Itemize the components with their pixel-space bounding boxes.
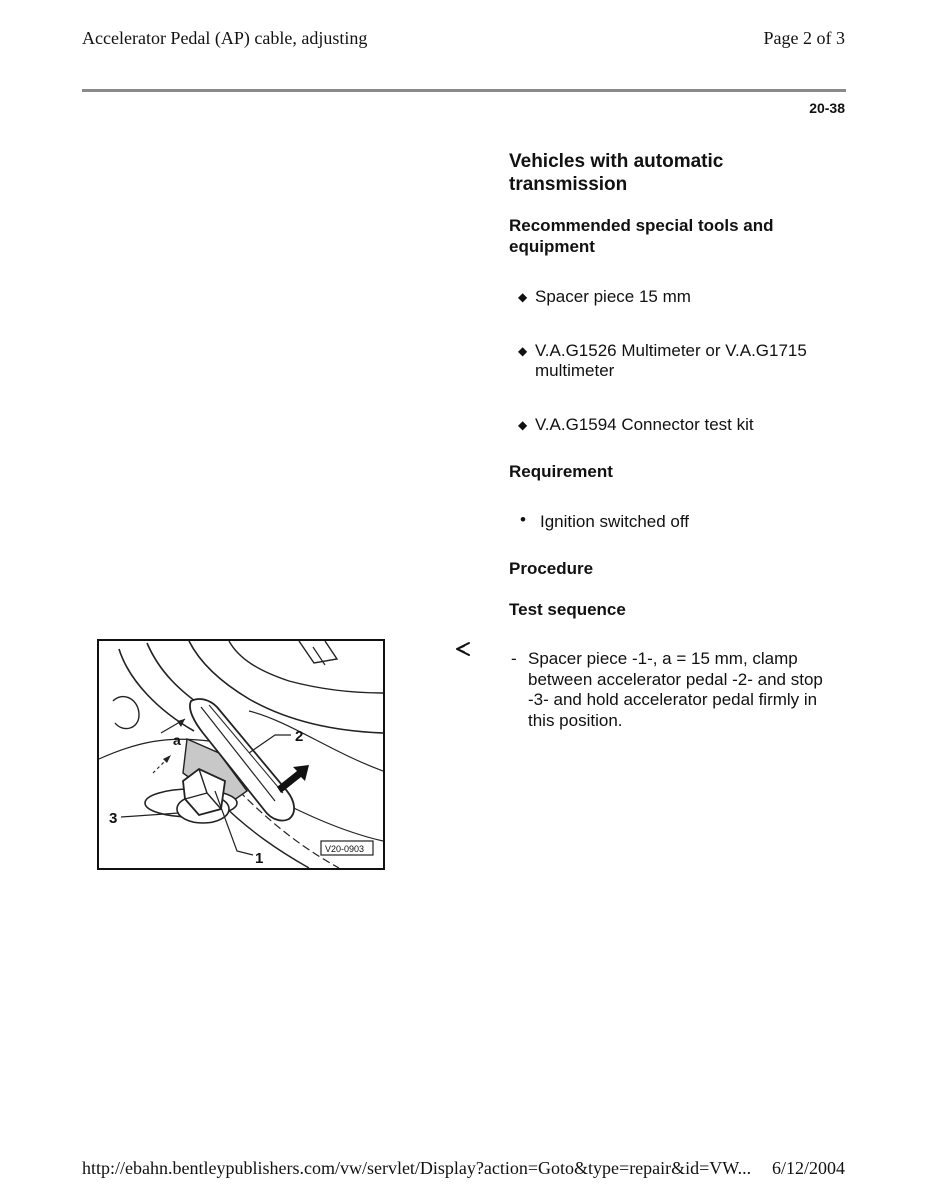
section-heading: Vehicles with automatic transmission (509, 151, 724, 195)
figure-pointer-icon (454, 640, 472, 658)
diamond-bullet-icon: ◆ (518, 344, 528, 358)
footer-date: 6/12/2004 (771, 1158, 845, 1178)
pedal-diagram (97, 639, 385, 870)
test-sequence-heading: Test sequence (509, 600, 626, 619)
dot-bullet-icon: • (520, 510, 526, 529)
list-item (518, 415, 838, 435)
list-item-text: V.A.G1526 Multimeter or V.A.G1715 multimeter (535, 341, 807, 380)
section-page-number: 20-38 (809, 100, 845, 116)
tools-heading: Recommended special tools and equipment (509, 216, 774, 256)
footer-url: http://ebahn.bentleypublishers.com/vw/servlet/Display?action=Goto&type=repair&id=VW... (82, 1158, 752, 1178)
figure-code: V20-0903 (325, 844, 365, 854)
procedure-step (511, 649, 841, 731)
step-text: Spacer piece -1-, a = 15 mm, clamp between accelerator pedal -2- and stop -3- and hold accelerator pedal firmly in this position. (528, 649, 823, 730)
list-item-text: V.A.G1594 Connector test kit (535, 415, 754, 434)
pedal-diagram-drawing (99, 641, 383, 868)
procedure-heading: Procedure (509, 559, 594, 578)
step-dash: - (511, 649, 517, 668)
label-3: 3 (109, 810, 118, 827)
list-item-text: Ignition switched off (540, 512, 689, 531)
label-2: 2 (295, 728, 304, 745)
diamond-bullet-icon: ◆ (518, 290, 528, 304)
label-a: a (173, 732, 181, 748)
list-item (520, 512, 689, 532)
diamond-bullet-icon: ◆ (518, 418, 528, 432)
label-1: 1 (255, 850, 264, 867)
requirement-heading: Requirement (509, 462, 613, 481)
list-item-text: Spacer piece 15 mm (535, 287, 691, 306)
document-title: Accelerator Pedal (AP) cable, adjusting (82, 28, 368, 48)
page-indicator: Page 2 of 3 (763, 28, 845, 48)
header-divider (82, 89, 846, 92)
list-item (518, 287, 838, 307)
list-item (518, 341, 838, 381)
